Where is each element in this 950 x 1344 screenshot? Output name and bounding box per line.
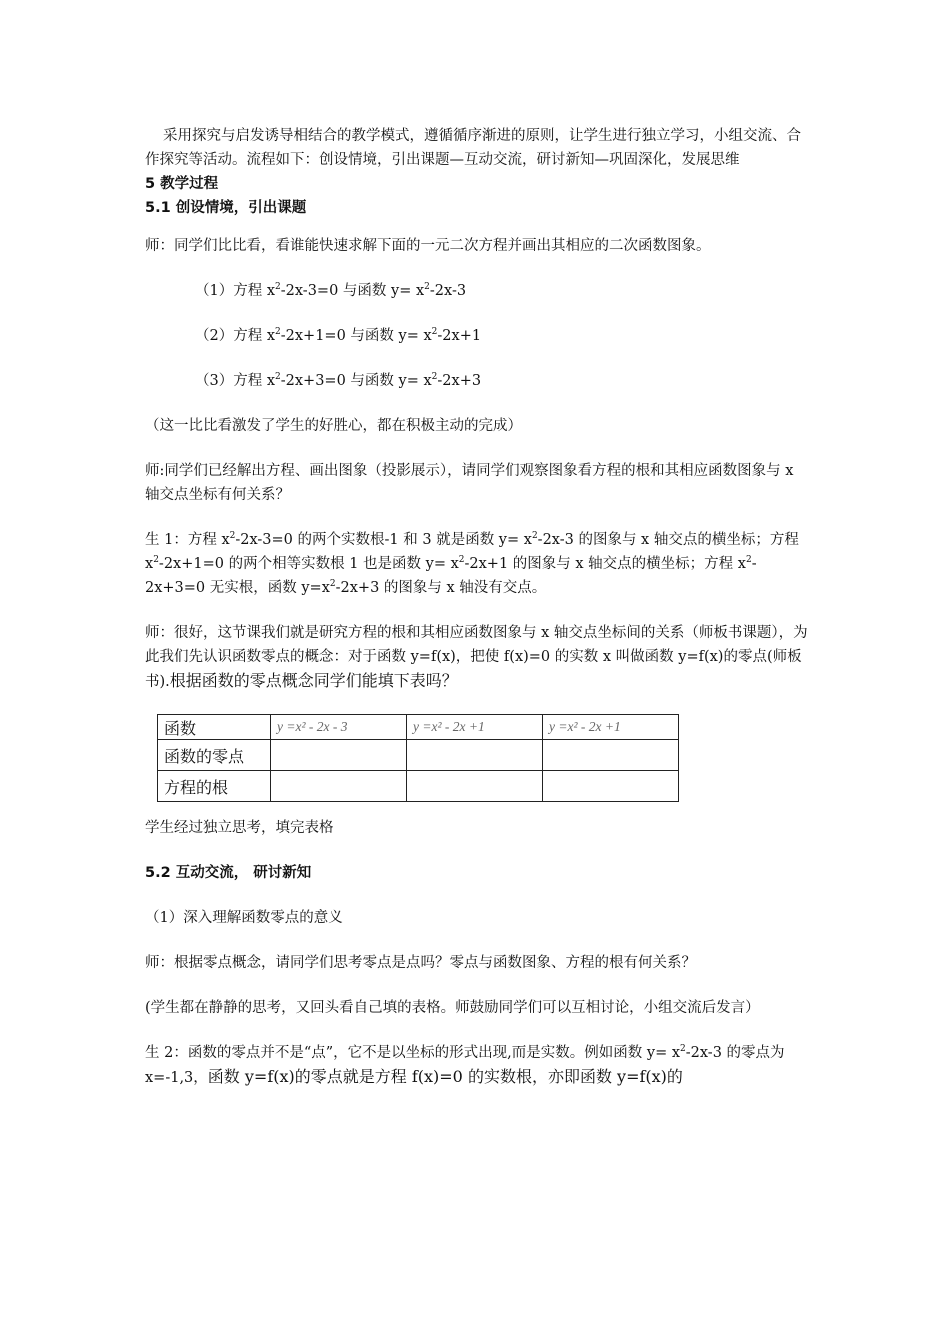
table-row-label: 方程的根 — [158, 771, 271, 802]
section-heading-5: 5 教学过程 — [145, 176, 219, 192]
classroom-note-1: （这一比比看激发了学生的好胜心，都在积极主动的完成） — [145, 418, 522, 434]
equation-item-2: （2）方程 $x^2-2x+1=0$ 与函数 $y= x^2-2x+1$ — [195, 327, 482, 344]
after-table-text: 学生经过独立思考，填完表格 — [145, 820, 334, 836]
table-cell — [543, 771, 679, 802]
table-cell — [271, 771, 407, 802]
document-page — [145, 124, 810, 1090]
student-answer-2: 生 2：函数的零点并不是“点”，它不是以坐标的形式出现,而是实数。例如函数 $y= x^2-2x-3$ 的零点为 x=-1,3，函数 y=f(x)的零点就是方程 f(x)=0 的实数根，亦即函数 y=f(x)的 — [145, 1044, 785, 1086]
table-header-row — [158, 715, 679, 740]
equation-item-3: （3）方程 $x^2-2x+3=0$ 与函数 $y= x^2-2x+3$ — [195, 372, 482, 389]
table-row-label: 函数的零点 — [158, 740, 271, 771]
table-header-cell: y =x² - 2x - 3 — [271, 715, 407, 740]
student-answer-1: 生 1：方程 $x^2-2x-3=0$ 的两个实数根-1 和 3 就是函数 $y= x^2-2x-3$ 的图象与 x 轴交点的横坐标；方程 $x^2-2x+1=0$ 的两个相等实数根 1 也是函数 $y= x^2-2x+1$ 的图象与 x 轴交点的横坐标；方程 $x^2-2x+3=0$ 无实根，函数 $y=x^2-2x+3$ 的图象与 x 轴没有交点。 — [145, 531, 799, 596]
table-row — [158, 771, 679, 802]
table-header-cell: y =x² - 2x +1 — [407, 715, 543, 740]
classroom-note-2: (学生都在静静的思考，又回头看自己填的表格。师鼓励同学们可以互相讨论，小组交流后发言） — [145, 1000, 760, 1016]
table-header-cell: y =x² - 2x +1 — [543, 715, 679, 740]
table-row — [158, 740, 679, 771]
equation-item-1: （1）方程 $x^2-2x-3=0$ 与函数 $y= x^2-2x-3$ — [195, 282, 467, 299]
table-header-cell: 函数 — [158, 715, 271, 740]
teacher-prompt-2: 师:同学们已经解出方程、画出图象（投影展示），请同学们观察图象看方程的根和其相应函数图象与 x 轴交点坐标有何关系？ — [145, 463, 794, 503]
table-cell — [407, 740, 543, 771]
teacher-prompt-3: 师：很好，这节课我们就是研究方程的根和其相应函数图象与 x 轴交点坐标间的关系（师板书课题），为此我们先认识函数零点的概念：对于函数 y=f(x)，把使 f(x)=0 的实数 x 叫做函数 y=f(x)的零点(师板书).根据函数的零点概念同学们能填下表吗？ — [145, 625, 808, 690]
teacher-prompt-4: 师：根据零点概念，请同学们思考零点是点吗？零点与函数图象、方程的根有何关系？ — [145, 955, 696, 971]
table-cell — [271, 740, 407, 771]
subsection-1: （1）深入理解函数零点的意义 — [145, 910, 343, 926]
section-heading-5-2: 5.2 互动交流， 研讨新知 — [145, 865, 312, 881]
intro-paragraph: 采用探究与启发诱导相结合的教学模式，遵循循序渐进的原则，让学生进行独立学习，小组交流、合作探究等活动。流程如下：创设情境，引出课题—互动交流，研讨新知—巩固深化，发展思维 — [145, 128, 801, 168]
section-heading-5-1: 5.1 创设情境，引出课题 — [145, 200, 307, 216]
teacher-prompt-1: 师：同学们比比看，看谁能快速求解下面的一元二次方程并画出其相应的二次函数图象。 — [145, 238, 711, 254]
zero-point-table — [157, 714, 679, 802]
table-cell — [543, 740, 679, 771]
table-cell — [407, 771, 543, 802]
